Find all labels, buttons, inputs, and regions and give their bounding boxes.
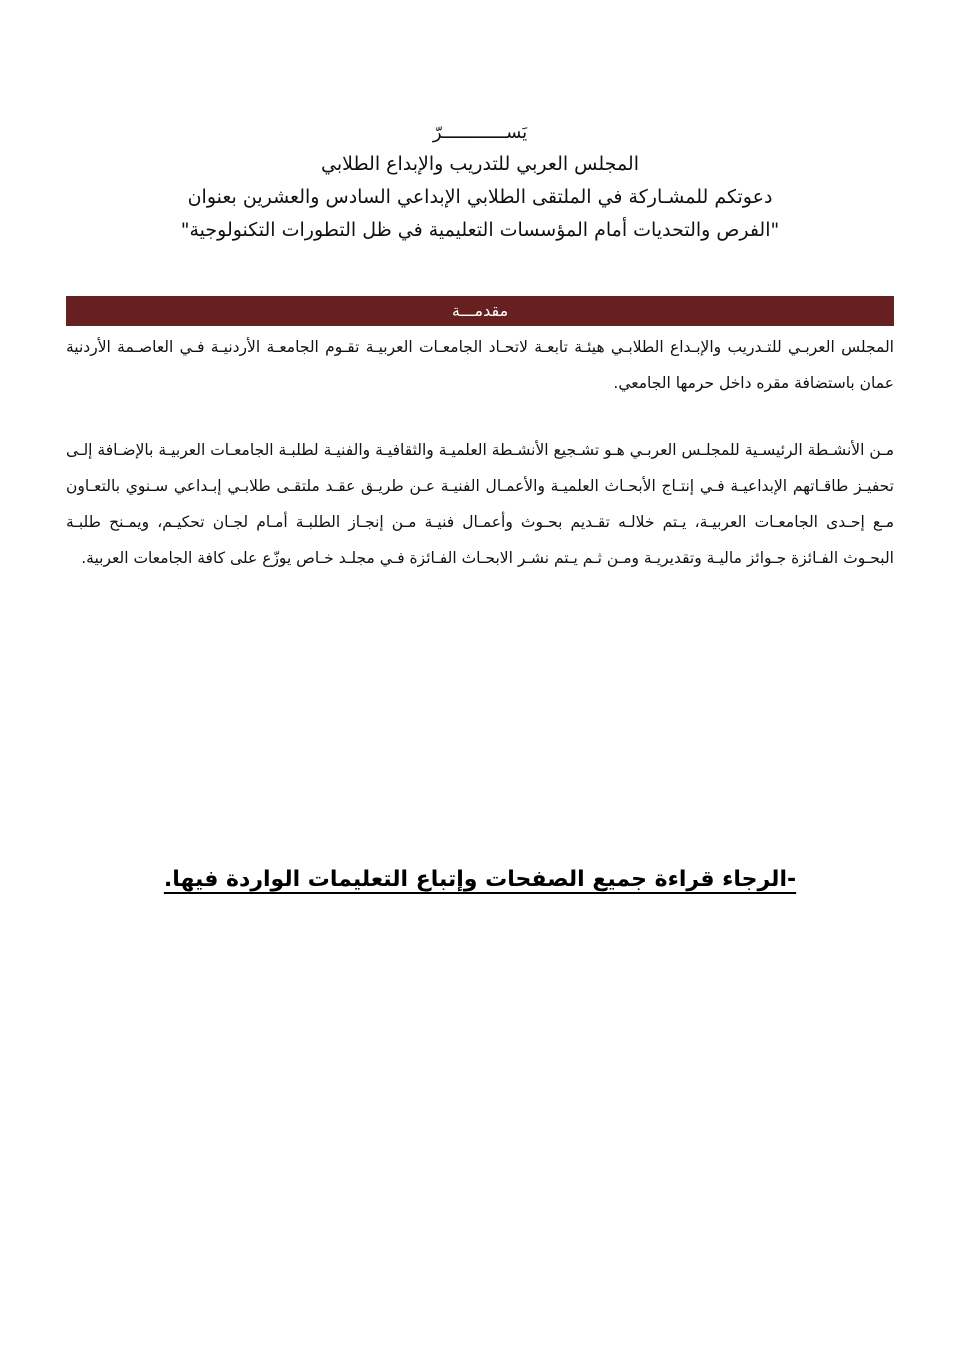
organization-name: المجلس العربي للتدريب والإبداع الطلابي xyxy=(320,153,640,175)
read-all-pages-notice: -الرجاء قراءة جميع الصفحات وإتباع التعليمات الواردة فيها. xyxy=(163,867,797,892)
forum-title: "الفرص والتحديات أمام المؤسسات التعليمية في ظل التطورات التكنولوجية" xyxy=(180,219,780,241)
invitation-header xyxy=(100,118,860,247)
invitation-line: دعوتكم للمشـاركة في الملتقى الطلابي الإبداعي السادس والعشرين بعنوان xyxy=(187,186,773,208)
greeting-line: يَســــــــــــرّ xyxy=(432,122,528,143)
activities-paragraph: مـن الأنشـطة الرئيسـية للمجلـس العربـي هـو تشـجيع الأنشـطة العلميـة والثقافيـة والفنيـة لطلبـة الجامعـات العربيـة بالإضـافة إلـى تحفيـز طاقـاتهم الإبداعيـة فـي إنتـاج الأبحـاث العلميـة والأعمـال الفنيـة عـن طريـق عقـد ملتقـى طلابـي إبـداعي سـنوي بالتعـاون مـع إحـدى الجامعـات العربيـة، يـتم خلالـه تقـديم بحـوث وأعمـال فنيـة مـن إنجـاز الطلبـة أمـام لجـان تحكيـم، ويمـنح طلبـة البحـوث الفـائزة جـوائز ماليـة وتقديريـة ومـن ثـم يـتم نشـر الابحـاث الفـائزة فـي مجلـد خـاص يوزّع على كافة الجامعات العربية. xyxy=(66,441,894,567)
section-heading-label: مقدمـــة xyxy=(451,301,509,320)
section-heading-introduction xyxy=(66,296,894,326)
intro-paragraph: المجلس العربـي للتـدريب والإبـداع الطلابـي هيئـة تابعـة لاتحـاد الجامعـات العربيـة تقـوم الجامعـة الأردنيـة فـي العاصـمة الأردنية عمان باستضافة مقره داخل حرمها الجامعي. xyxy=(66,338,894,392)
